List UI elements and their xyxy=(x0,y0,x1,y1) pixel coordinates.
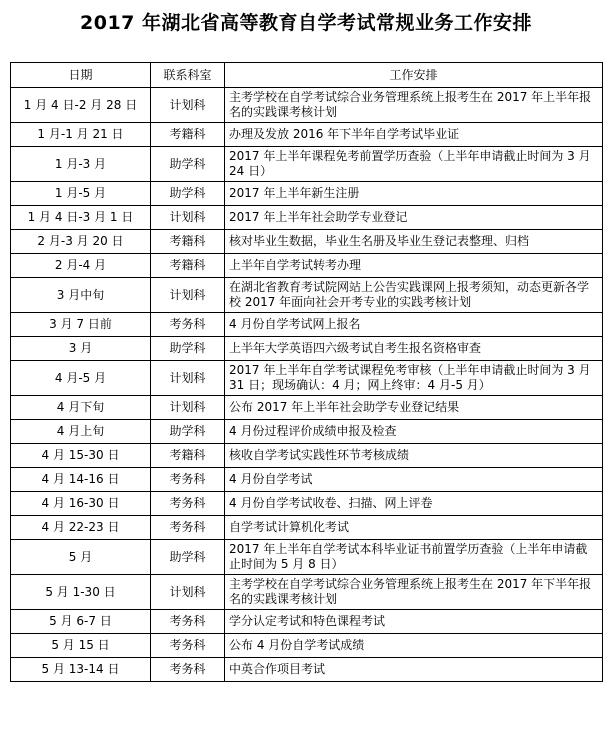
table-row xyxy=(11,230,603,254)
table-row xyxy=(11,468,603,492)
row-date: 4 月 15-30 日 xyxy=(11,444,151,468)
row-date: 5 月 xyxy=(11,540,151,575)
row-dept: 计划科 xyxy=(151,206,225,230)
row-date: 5 月 1-30 日 xyxy=(11,575,151,610)
row-date: 3 月中旬 xyxy=(11,278,151,313)
row-task: 2017 年上半年课程免考前置学历查验（上半年申请截止时间为 3 月 24 日） xyxy=(225,147,603,182)
row-date: 1 月-5 月 xyxy=(11,182,151,206)
table-row xyxy=(11,658,603,682)
row-dept: 助学科 xyxy=(151,182,225,206)
table-row xyxy=(11,278,603,313)
row-date: 2 月-4 月 xyxy=(11,254,151,278)
row-dept: 计划科 xyxy=(151,575,225,610)
row-date: 1 月-3 月 xyxy=(11,147,151,182)
row-task: 主考学校在自学考试综合业务管理系统上报考生在 2017 年上半年报名的实践课考核计划 xyxy=(225,88,603,123)
row-dept: 考籍科 xyxy=(151,254,225,278)
row-task: 4 月份过程评价成绩申报及检查 xyxy=(225,420,603,444)
row-dept: 考籍科 xyxy=(151,123,225,147)
row-date: 1 月 4 日-3 月 1 日 xyxy=(11,206,151,230)
header-task: 工作安排 xyxy=(225,63,603,88)
row-task: 中英合作项目考试 xyxy=(225,658,603,682)
row-dept: 考务科 xyxy=(151,516,225,540)
table-row xyxy=(11,206,603,230)
row-task: 主考学校在自学考试综合业务管理系统上报考生在 2017 年下半年报名的实践课考核计划 xyxy=(225,575,603,610)
row-dept: 计划科 xyxy=(151,361,225,396)
row-dept: 考务科 xyxy=(151,634,225,658)
row-dept: 计划科 xyxy=(151,396,225,420)
row-dept: 计划科 xyxy=(151,278,225,313)
row-task: 核收自学考试实践性环节考核成绩 xyxy=(225,444,603,468)
row-task: 核对毕业生数据，毕业生名册及毕业生登记表整理、归档 xyxy=(225,230,603,254)
table-row xyxy=(11,88,603,123)
table-row xyxy=(11,634,603,658)
row-date: 4 月下旬 xyxy=(11,396,151,420)
row-date: 4 月 16-30 日 xyxy=(11,492,151,516)
table-header-row xyxy=(11,63,603,88)
table-row xyxy=(11,610,603,634)
table-row xyxy=(11,575,603,610)
table-row xyxy=(11,182,603,206)
table-row xyxy=(11,540,603,575)
row-dept: 考务科 xyxy=(151,313,225,337)
row-date: 3 月 7 日前 xyxy=(11,313,151,337)
row-dept: 考务科 xyxy=(151,468,225,492)
row-date: 5 月 13-14 日 xyxy=(11,658,151,682)
table-row xyxy=(11,337,603,361)
row-dept: 考籍科 xyxy=(151,230,225,254)
table-row xyxy=(11,492,603,516)
row-dept: 助学科 xyxy=(151,147,225,182)
table-row xyxy=(11,123,603,147)
row-task: 2017 年上半年社会助学专业登记 xyxy=(225,206,603,230)
row-task: 2017 年上半年新生注册 xyxy=(225,182,603,206)
page-title: 2017 年湖北省高等教育自学考试常规业务工作安排 xyxy=(80,12,532,34)
table-row xyxy=(11,396,603,420)
table-row xyxy=(11,361,603,396)
row-date: 1 月-1 月 21 日 xyxy=(11,123,151,147)
row-task: 公布 2017 年上半年社会助学专业登记结果 xyxy=(225,396,603,420)
header-dept: 联系科室 xyxy=(151,63,225,88)
row-dept: 助学科 xyxy=(151,540,225,575)
row-date: 4 月 22-23 日 xyxy=(11,516,151,540)
table-row xyxy=(11,516,603,540)
header-date: 日期 xyxy=(11,63,151,88)
row-dept: 考务科 xyxy=(151,492,225,516)
row-task: 上半年自学考试转考办理 xyxy=(225,254,603,278)
table-row xyxy=(11,444,603,468)
table-row xyxy=(11,254,603,278)
row-date: 4 月 14-16 日 xyxy=(11,468,151,492)
row-dept: 计划科 xyxy=(151,88,225,123)
row-date: 3 月 xyxy=(11,337,151,361)
row-task: 4 月份自学考试 xyxy=(225,468,603,492)
row-date: 2 月-3 月 20 日 xyxy=(11,230,151,254)
row-dept: 考籍科 xyxy=(151,444,225,468)
row-date: 1 月 4 日-2 月 28 日 xyxy=(11,88,151,123)
row-date: 5 月 6-7 日 xyxy=(11,610,151,634)
row-task: 4 月份自学考试网上报名 xyxy=(225,313,603,337)
table-row xyxy=(11,313,603,337)
row-dept: 助学科 xyxy=(151,420,225,444)
row-task: 2017 年上半年自学考试课程免考审核（上半年申请截止时间为 3 月 31 日；现场确认：4 月；网上终审：4 月-5 月） xyxy=(225,361,603,396)
row-date: 4 月-5 月 xyxy=(11,361,151,396)
row-date: 4 月上旬 xyxy=(11,420,151,444)
row-task: 2017 年上半年自学考试本科毕业证书前置学历查验（上半年申请截止时间为 5 月 8 日） xyxy=(225,540,603,575)
row-task: 学分认定考试和特色课程考试 xyxy=(225,610,603,634)
table-row xyxy=(11,147,603,182)
row-task: 办理及发放 2016 年下半年自学考试毕业证 xyxy=(225,123,603,147)
row-dept: 考务科 xyxy=(151,610,225,634)
row-task: 上半年大学英语四六级考试自考生报名资格审查 xyxy=(225,337,603,361)
row-date: 5 月 15 日 xyxy=(11,634,151,658)
row-task: 自学考试计算机化考试 xyxy=(225,516,603,540)
schedule-table xyxy=(10,62,603,682)
row-dept: 助学科 xyxy=(151,337,225,361)
row-task: 在湖北省教育考试院网站上公告实践课网上报考须知，动态更新各学校 2017 年面向社会开考专业的实践考核计划 xyxy=(225,278,603,313)
row-dept: 考务科 xyxy=(151,658,225,682)
row-task: 公布 4 月份自学考试成绩 xyxy=(225,634,603,658)
table-row xyxy=(11,420,603,444)
row-task: 4 月份自学考试收卷、扫描、网上评卷 xyxy=(225,492,603,516)
